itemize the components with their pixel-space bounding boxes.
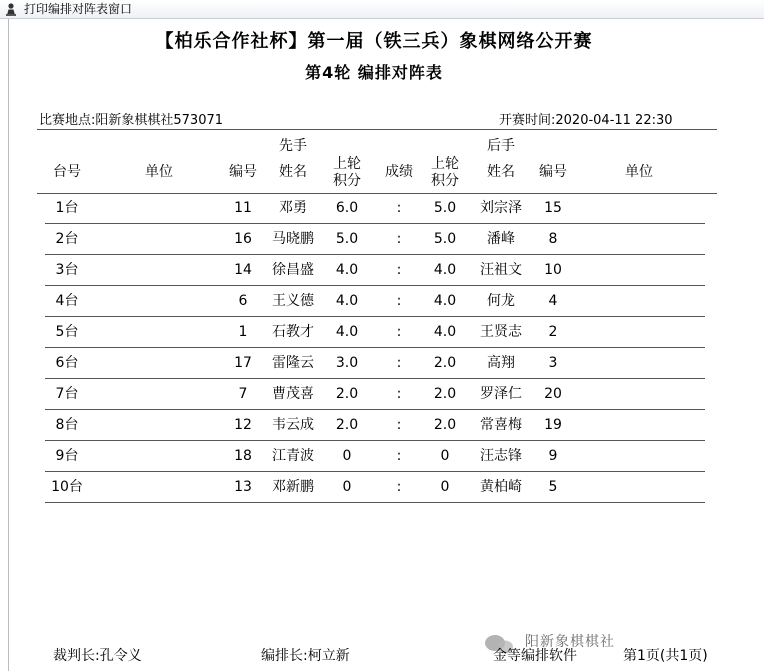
second-number-cell: 19 <box>544 417 562 433</box>
start-time-label: 开赛时间:2020-04-11 22:30 <box>499 113 673 128</box>
header-second-player: 后手 <box>487 138 515 154</box>
board-cell: 4台 <box>55 293 79 309</box>
first-name-cell: 马晓鹏 <box>272 231 314 247</box>
software-label: 金等编排软件 <box>493 648 577 664</box>
result-cell: : <box>396 231 402 247</box>
second-name-cell: 潘峰 <box>487 231 515 247</box>
second-number-cell: 3 <box>548 355 558 371</box>
result-cell: : <box>396 293 402 309</box>
second-prev-score-cell: 4.0 <box>433 293 457 309</box>
first-number-cell: 7 <box>238 386 248 402</box>
result-cell: : <box>396 355 402 371</box>
result-cell: : <box>396 448 402 464</box>
first-prev-score-cell: 2.0 <box>335 417 359 433</box>
second-name-cell: 王贤志 <box>480 324 522 340</box>
board-cell: 7台 <box>55 386 79 402</box>
second-prev-score-cell: 5.0 <box>433 231 457 247</box>
first-prev-score-cell: 5.0 <box>335 231 359 247</box>
board-cell: 5台 <box>55 324 79 340</box>
watermark-text: 阳新象棋棋社 <box>525 634 615 650</box>
row-divider <box>45 254 705 255</box>
second-prev-score-cell: 2.0 <box>433 386 457 402</box>
header-name-second: 姓名 <box>487 164 515 180</box>
window-title: 打印编排对阵表窗口 <box>24 2 133 16</box>
board-cell: 9台 <box>55 448 79 464</box>
second-number-cell: 2 <box>548 324 558 340</box>
header-result: 成绩 <box>385 164 413 180</box>
report-subtitle: 第4轮 编排对阵表 <box>305 63 443 82</box>
second-prev-score-cell: 4.0 <box>433 324 457 340</box>
board-cell: 6台 <box>55 355 79 371</box>
window-titlebar[interactable] <box>0 0 764 19</box>
row-divider <box>45 223 705 224</box>
header-top-divider <box>37 129 717 130</box>
first-name-cell: 徐昌盛 <box>272 262 314 278</box>
second-prev-score-cell: 5.0 <box>433 200 457 216</box>
row-divider <box>45 316 705 317</box>
second-number-cell: 15 <box>544 200 562 216</box>
first-name-cell: 王义德 <box>272 293 314 309</box>
page-number-label: 第1页(共1页) <box>623 648 708 664</box>
second-number-cell: 4 <box>548 293 558 309</box>
first-prev-score-cell: 4.0 <box>335 262 359 278</box>
second-number-cell: 10 <box>544 262 562 278</box>
row-divider <box>45 440 705 441</box>
header-score-second: 积分 <box>431 173 459 189</box>
venue-label: 比赛地点:阳新象棋棋社573071 <box>39 113 224 128</box>
first-name-cell: 邓勇 <box>279 200 307 216</box>
first-number-cell: 1 <box>238 324 248 340</box>
second-number-cell: 9 <box>548 448 558 464</box>
first-name-cell: 韦云成 <box>272 417 314 433</box>
row-divider <box>45 409 705 410</box>
first-name-cell: 雷隆云 <box>272 355 314 371</box>
board-cell: 10台 <box>51 479 83 495</box>
result-cell: : <box>396 200 402 216</box>
header-name-first: 姓名 <box>279 164 307 180</box>
header-prev-round-first: 上轮 <box>333 156 361 172</box>
header-score-first: 积分 <box>333 173 361 189</box>
second-prev-score-cell: 2.0 <box>433 417 457 433</box>
second-number-cell: 5 <box>548 479 558 495</box>
first-name-cell: 曹茂喜 <box>272 386 314 402</box>
second-name-cell: 黄柏崎 <box>480 479 522 495</box>
header-first-player: 先手 <box>279 138 307 154</box>
first-number-cell: 18 <box>234 448 252 464</box>
first-number-cell: 13 <box>234 479 252 495</box>
result-cell: : <box>396 262 402 278</box>
first-name-cell: 江青波 <box>272 448 314 464</box>
result-cell: : <box>396 386 402 402</box>
board-cell: 1台 <box>55 200 79 216</box>
row-divider <box>45 471 705 472</box>
second-number-cell: 8 <box>548 231 558 247</box>
second-prev-score-cell: 2.0 <box>433 355 457 371</box>
second-name-cell: 汪祖文 <box>480 262 522 278</box>
header-number-second: 编号 <box>539 164 567 180</box>
second-name-cell: 高翔 <box>487 355 515 371</box>
first-name-cell: 邓新鹏 <box>272 479 314 495</box>
header-bottom-divider <box>37 193 717 194</box>
first-name-cell: 石教才 <box>272 324 314 340</box>
header-number-first: 编号 <box>229 164 257 180</box>
referee-label: 裁判长:孔令义 <box>53 648 142 664</box>
result-cell: : <box>396 324 402 340</box>
first-number-cell: 16 <box>234 231 252 247</box>
header-unit-second: 单位 <box>625 164 653 180</box>
second-prev-score-cell: 4.0 <box>433 262 457 278</box>
header-board: 台号 <box>53 164 81 180</box>
second-name-cell: 刘宗泽 <box>480 200 522 216</box>
report-title: 【柏乐合作社杯】第一届（铁三兵）象棋网络公开赛 <box>155 31 593 52</box>
chess-piece-icon <box>4 2 18 16</box>
arranger-label: 编排长:柯立新 <box>261 648 350 664</box>
header-prev-round-second: 上轮 <box>431 156 459 172</box>
result-cell: : <box>396 417 402 433</box>
result-cell: : <box>396 479 402 495</box>
second-name-cell: 汪志锋 <box>480 448 522 464</box>
first-prev-score-cell: 4.0 <box>335 293 359 309</box>
second-number-cell: 20 <box>544 386 562 402</box>
second-name-cell: 常喜梅 <box>480 417 522 433</box>
print-preview-page <box>8 19 763 671</box>
first-prev-score-cell: 0 <box>342 448 352 464</box>
board-cell: 3台 <box>55 262 79 278</box>
second-name-cell: 何龙 <box>487 293 515 309</box>
first-number-cell: 14 <box>234 262 252 278</box>
first-number-cell: 17 <box>234 355 252 371</box>
second-prev-score-cell: 0 <box>440 479 450 495</box>
header-unit-first: 单位 <box>145 164 173 180</box>
row-divider <box>45 285 705 286</box>
row-divider <box>45 378 705 379</box>
first-prev-score-cell: 0 <box>342 479 352 495</box>
first-prev-score-cell: 2.0 <box>335 386 359 402</box>
first-number-cell: 6 <box>238 293 248 309</box>
first-prev-score-cell: 3.0 <box>335 355 359 371</box>
row-divider <box>45 347 705 348</box>
board-cell: 2台 <box>55 231 79 247</box>
second-prev-score-cell: 0 <box>440 448 450 464</box>
first-prev-score-cell: 6.0 <box>335 200 359 216</box>
board-cell: 8台 <box>55 417 79 433</box>
first-prev-score-cell: 4.0 <box>335 324 359 340</box>
first-number-cell: 11 <box>234 200 252 216</box>
first-number-cell: 12 <box>234 417 252 433</box>
row-divider <box>45 502 705 503</box>
second-name-cell: 罗泽仁 <box>480 386 522 402</box>
